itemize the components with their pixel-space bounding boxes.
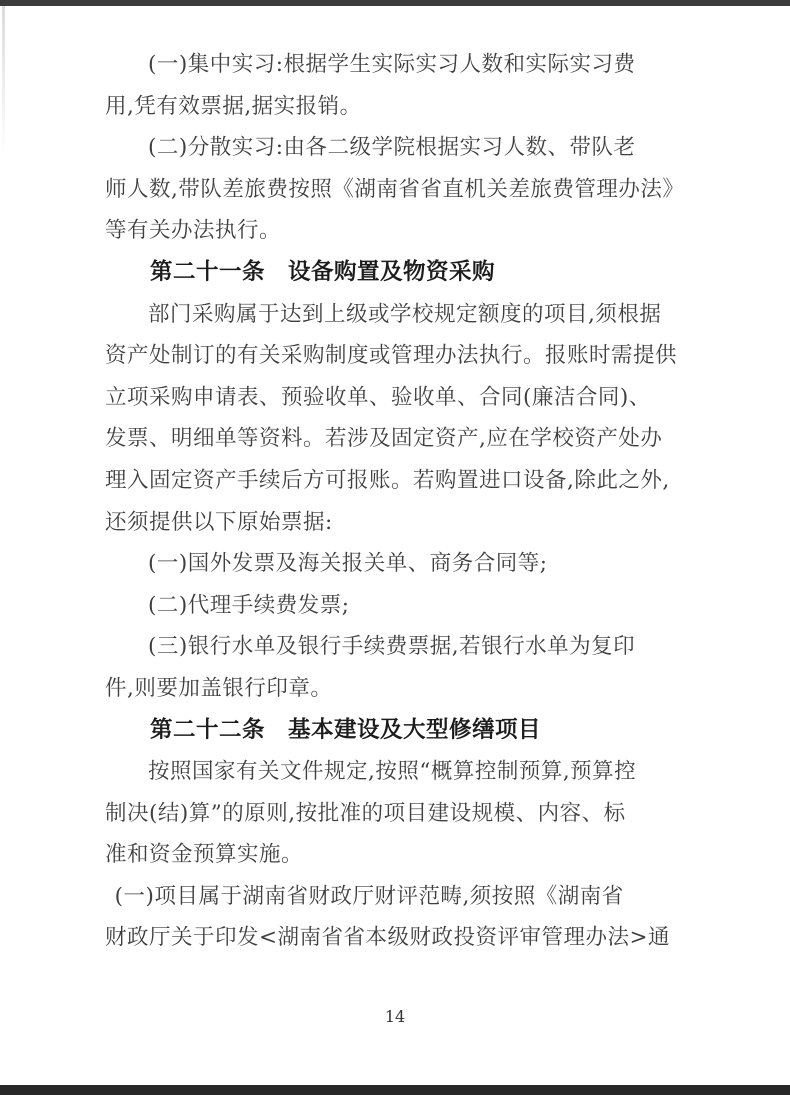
text-line: (一)国外发票及海关报关单、商务合同等; [148, 551, 548, 577]
text-line: (二)分散实习:由各二级学院根据实习人数、带队老 [148, 135, 636, 161]
page-number: 14 [384, 1007, 406, 1026]
text-line: (一)项目属于湖南省财政厅财评范畴,须按照《湖南省 [114, 883, 624, 909]
text-line: 师人数,带队差旅费按照《湖南省省直机关差旅费管理办法》 [105, 176, 685, 202]
text-line: 制决(结)算”的原则,按批准的项目建设规模、内容、标 [105, 800, 626, 826]
text-line: 部门采购属于达到上级或学校规定额度的项目,须根据 [148, 301, 662, 327]
text-line: 理入固定资产手续后方可报账。若购置进口设备,除此之外, [105, 467, 670, 493]
text-line: 资产处制订的有关采购制度或管理办法执行。报账时需提供 [105, 343, 678, 369]
document-body [105, 44, 687, 959]
text-line: 立项采购申请表、预验收单、验收单、合同(廉洁合同)、 [105, 384, 651, 410]
section-heading: 第二十二条 基本建设及大型修缮项目 [150, 716, 542, 743]
bottom-scan-border [0, 1085, 790, 1095]
text-line: 按照国家有关文件规定,按照“概算控制预算,预算控 [148, 759, 637, 785]
text-line: (三)银行水单及银行手续费票据,若银行水单为复印 [148, 634, 636, 660]
text-line: 件,则要加盖银行印章。 [105, 675, 333, 701]
text-line: 等有关办法执行。 [105, 218, 282, 244]
text-line: 财政厅关于印发<湖南省省本级财政投资评审管理办法>通 [105, 925, 671, 951]
text-line: (二)代理手续费发票; [148, 592, 350, 618]
section-heading: 第二十一条 设备购置及物资采购 [150, 258, 496, 285]
left-scan-shadow [2, 6, 5, 156]
text-line: (一)集中实习:根据学生实际实习人数和实际实习费 [148, 52, 636, 77]
text-line: 发票、明细单等资料。若涉及固定资产,应在学校资产处办 [105, 426, 663, 452]
top-scan-border [0, 0, 790, 6]
text-line: 用,凭有效票据,据实报销。 [105, 93, 362, 119]
text-line: 还须提供以下原始票据: [105, 509, 333, 535]
text-line: 准和资金预算实施。 [105, 842, 304, 868]
